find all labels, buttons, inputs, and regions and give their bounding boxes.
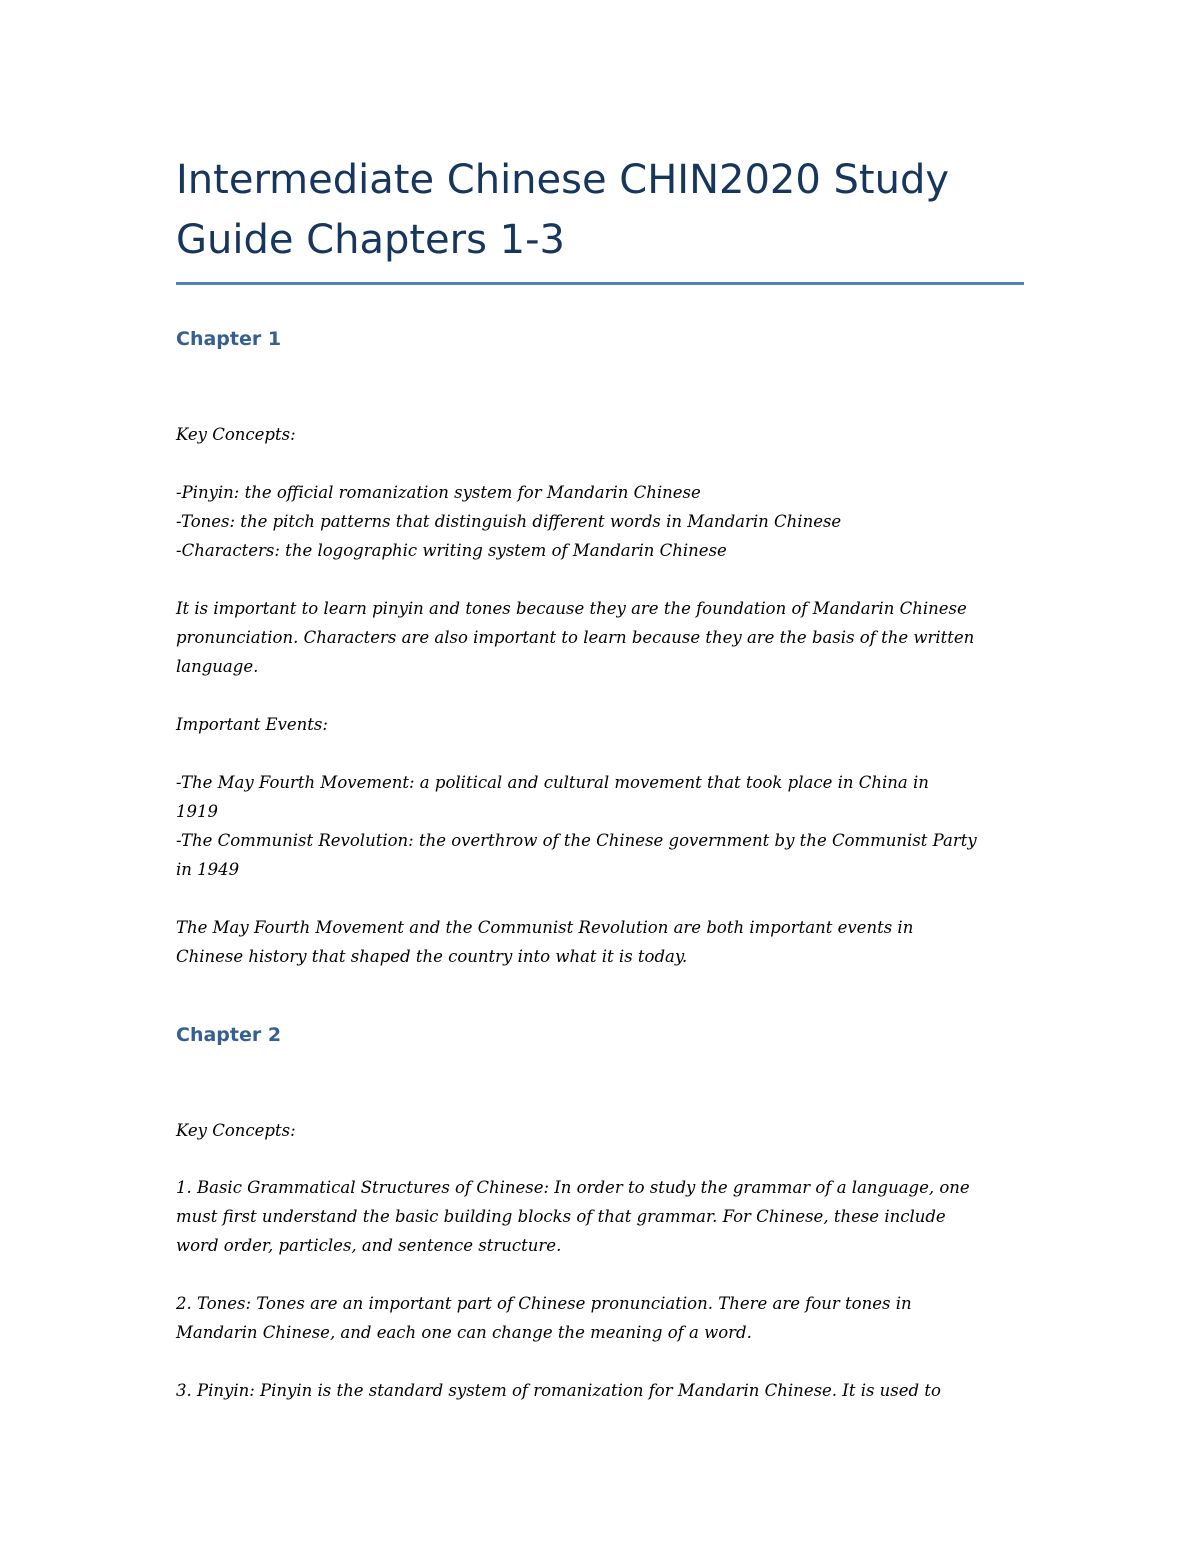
paragraph-line: 3. Pinyin: Pinyin is the standard system of romanization for Mandarin Chinese. It is used to [176, 1381, 941, 1400]
title-line-2: Guide Chapters 1-3 [176, 217, 565, 263]
title-line-1: Intermediate Chinese CHIN2020 Study [176, 157, 950, 203]
list-item: 1919 [176, 802, 218, 821]
chapter-1-events-summary [176, 913, 1024, 971]
chapter-2-item-2 [176, 1289, 1024, 1347]
paragraph-line: Mandarin Chinese, and each one can change the meaning of a word. [176, 1323, 752, 1342]
paragraph-line: word order, particles, and sentence structure. [176, 1236, 562, 1255]
chapter-1-events-label: Important Events: [176, 715, 328, 734]
chapter-1-events-list [176, 768, 1024, 884]
list-item: -The May Fourth Movement: a political and cultural movement that took place in China in [176, 773, 929, 792]
paragraph-line: The May Fourth Movement and the Communist Revolution are both important events in [176, 918, 914, 937]
paragraph-line: 2. Tones: Tones are an important part of Chinese pronunciation. There are four tones in [176, 1294, 912, 1313]
chapter-1-key-concepts-label: Key Concepts: [176, 425, 296, 444]
list-item: -Pinyin: the official romanization system for Mandarin Chinese [176, 483, 701, 502]
paragraph-line: Chinese history that shaped the country into what it is today. [176, 947, 688, 966]
paragraph-line: 1. Basic Grammatical Structures of Chinese: In order to study the grammar of a language, one [176, 1178, 970, 1197]
chapter-2-item-1 [176, 1173, 1024, 1260]
list-item: -Tones: the pitch patterns that distinguish different words in Mandarin Chinese [176, 512, 842, 531]
paragraph-line: It is important to learn pinyin and tones because they are the foundation of Mandarin Chinese [176, 599, 967, 618]
document-page [176, 150, 1024, 1400]
title-divider [176, 282, 1024, 285]
list-item: -The Communist Revolution: the overthrow of the Chinese government by the Communist Party [176, 831, 977, 850]
list-item: -Characters: the logographic writing system of Mandarin Chinese [176, 541, 727, 560]
list-item: in 1949 [176, 860, 240, 879]
paragraph-line: language. [176, 657, 259, 676]
chapter-2-key-concepts-label: Key Concepts: [176, 1121, 296, 1140]
paragraph-line: must first understand the basic building blocks of that grammar. For Chinese, these include [176, 1207, 946, 1226]
chapter-2-heading: Chapter 2 [176, 1024, 282, 1046]
paragraph-line: pronunciation. Characters are also important to learn because they are the basis of the written [176, 628, 975, 647]
chapter-1-heading: Chapter 1 [176, 328, 282, 350]
document-title [176, 150, 1024, 270]
chapter-1-concepts-list [176, 478, 1024, 565]
chapter-1-concepts-summary [176, 594, 1024, 681]
chapter-2-item-3 [176, 1376, 1024, 1405]
